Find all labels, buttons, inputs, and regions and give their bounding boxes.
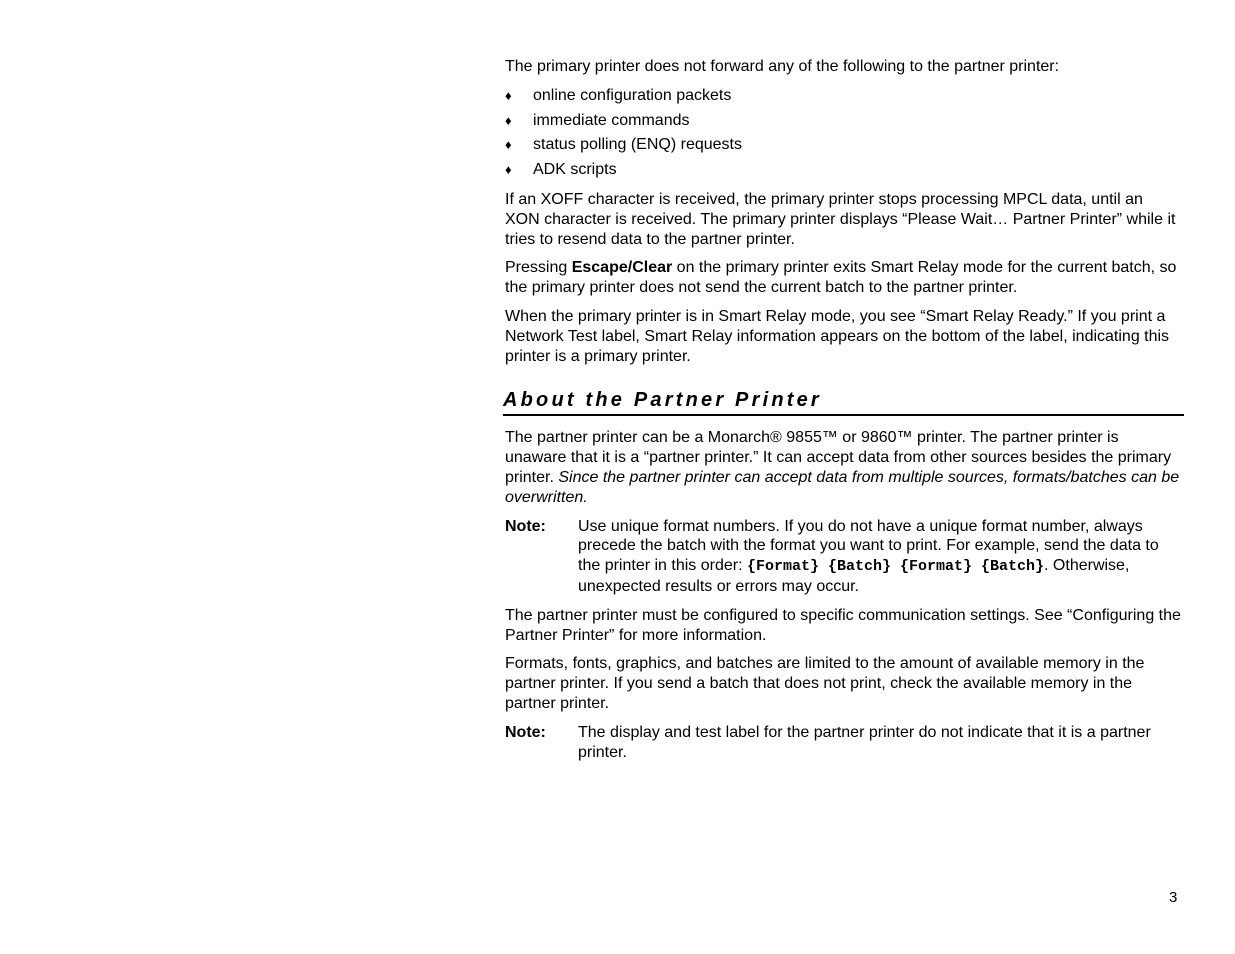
note-body: Use unique format numbers. If you do not have a unique format number, always precede the batch with the format you want to print. For example, send the data to the printer in this order: {Format} {Batch} {Format} {Batch}. Otherwise, unexpected results or errors may occur. [578,517,1159,595]
smart-relay-paragraph: When the primary printer is in Smart Relay mode, you see “Smart Relay Ready.” If you print a Network Test label, Smart Relay information appears on the bottom of the label, indicating this printer is a primary printer. [505,307,1170,365]
note-unique-format [505,517,1181,597]
section-heading: About the Partner Printer [503,387,1184,416]
diamond-bullet-icon: ♦ [505,137,512,153]
list-item: ♦ immediate commands [505,111,690,129]
partner-paragraph: The partner printer can be a Monarch® 9855™ or 9860™ printer. The partner printer is unaware that it is a “partner printer.” It can accept data from other sources besides the primary printer. Since the partner printer can accept data from multiple sources, formats/batches can be overwritten. [505,429,1180,506]
note-label: Note: [505,517,546,535]
code-sequence: {Format} {Batch} {Format} {Batch} [746,558,1045,576]
note-display [505,723,1181,763]
diamond-bullet-icon: ♦ [505,87,512,103]
intro-paragraph: The primary printer does not forward any of the following to the partner printer: [505,58,1060,75]
escape-paragraph: Pressing Escape/Clear on the primary printer exits Smart Relay mode for the current batch, so the primary printer does not send the current batch to the partner printer. [505,259,1177,297]
page-number: 3 [1169,889,1178,906]
diamond-bullet-icon: ♦ [505,162,512,178]
list-item: ♦ ADK scripts [505,161,617,179]
not-forwarded-list [505,86,1181,180]
config-paragraph: The partner printer must be configured to specific communication settings. See “Configuring the Partner Printer” for more information. [505,606,1181,644]
note-label: Note: [505,723,546,741]
list-item: ♦ status polling (ENQ) requests [505,136,742,154]
escape-clear-key: Escape/Clear [571,259,673,277]
memory-paragraph: Formats, fonts, graphics, and batches are limited to the amount of available memory in the partner printer. If you send a batch that does not print, check the available memory in the partner printer. [505,655,1145,712]
diamond-bullet-icon: ♦ [505,112,512,128]
xoff-paragraph: If an XOFF character is received, the primary printer stops processing MPCL data, until an XON character is received. The primary printer displays “Please Wait… Partner Printer” while it tries to resend data to the partner printer. [505,190,1176,248]
list-item: ♦ online configuration packets [505,86,732,104]
main-column [505,57,1181,771]
note-body: The display and test label for the partner printer do not indicate that it is a partner printer. [578,723,1151,761]
